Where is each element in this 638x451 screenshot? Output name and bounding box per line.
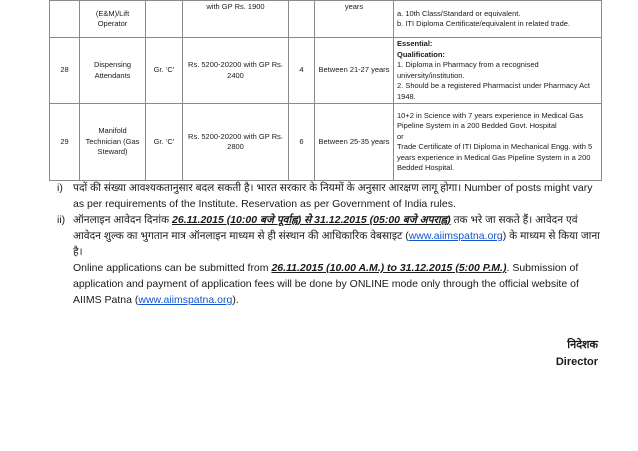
qualification-cell: [394, 104, 602, 181]
pay-scale-cell: Rs. 5200-20200 with GP Rs. 2400: [183, 38, 289, 104]
note-hindi-text: तक भरे जा सकते हैं। आवेदन एवं आवेदन शुल्क का भुगतान मात्र ऑनलाइन माध्यम से ही संस्थान की आधिकारिक वेबसाइट (: [73, 214, 578, 242]
qualification-line: 1. Diploma in Pharmacy from a recognised university/institution.: [397, 60, 539, 80]
website-link-english[interactable]: www.aiimspatna.org: [138, 294, 233, 306]
website-link-hindi[interactable]: www.aiimspatna.org: [408, 230, 503, 242]
post-name-cell: Dispensing Attendants: [80, 38, 146, 104]
qualification-line: Essential:: [397, 39, 433, 48]
signature-block: [556, 337, 598, 371]
posts-table-container: [49, 0, 601, 181]
qualification-line: Trade Certificate of ITI Diploma in Mechanical Engg. with 5 years experience in Medical Gas Pipeline System in a 200 Bedded Hospital.: [397, 142, 593, 172]
table-row: [50, 1, 602, 38]
sl-no-cell: [50, 1, 80, 38]
qualification-line: a. 10th Class/Standard or equivalent.: [397, 8, 521, 18]
note-body: [73, 180, 602, 212]
note-english-text: Online applications can be submitted from: [73, 262, 272, 274]
qualification-line: b. ITI Diploma Certificate/equivalent in related trade.: [397, 19, 571, 28]
table-row: [50, 38, 602, 104]
note-ii: [57, 212, 602, 308]
qualification-line: or: [397, 131, 404, 141]
post-count-cell: 6: [289, 104, 315, 181]
signature-english: Director: [555, 356, 598, 368]
notes-section: [57, 180, 602, 308]
qualification-line: 10+2 in Science with 7 years experience in Medical Gas Pipeline System in a 200 Bedded Govt. Hospital: [397, 110, 584, 130]
pay-scale-cell: Rs. 5200-20200 with GP Rs. 2800: [183, 104, 289, 181]
note-english-text: Number of posts might vary as per requirements of the Institute. Reservation as per Government of India rules.: [73, 182, 593, 210]
note-marker: ii): [57, 214, 66, 226]
qualification-cell: [394, 38, 602, 104]
group-cell: Gr. ‘C’: [146, 38, 183, 104]
pay-scale-cell: with GP Rs. 1900: [183, 1, 289, 38]
age-limit-cell: years: [315, 1, 394, 38]
note-hindi-text: ) के माध्यम से किया जाना है।: [73, 230, 600, 258]
age-limit-cell: Between 25-35 years: [315, 104, 394, 181]
note-english-text: . Submission of application and payment of application fees will be done by ONLINE mode only through the official website of AIIMS Patna (: [73, 262, 579, 306]
post-name-cell: Manifold Technician (Gas Steward): [80, 104, 146, 181]
note-hindi-text: ऑनलाइन आवेदन दिनांक: [73, 214, 173, 226]
application-dates-hindi: 26.11.2015 (10:00 बजे पूर्वाह्न) से 31.12.2015 (05:00 बजे अपराह्न): [172, 214, 451, 226]
post-count-cell: [289, 1, 315, 38]
note-hindi-text: पदों की संख्या आवश्यकतानुसार बदल सकती है। भारत सरकार के नियमों के अनुसार आरक्षण लागू होगा।: [73, 182, 462, 194]
group-cell: Gr. ‘C’: [146, 104, 183, 181]
post-name-cell: (E&M)/Lift Operator: [80, 1, 146, 38]
note-english-text: ).: [232, 294, 239, 306]
post-count-cell: 4: [289, 38, 315, 104]
note-marker: i): [57, 182, 63, 194]
sl-no-cell: 28: [50, 38, 80, 104]
group-cell: [146, 1, 183, 38]
qualification-line: Qualification:: [397, 49, 445, 59]
table-row: [50, 104, 602, 181]
note-body: [73, 212, 602, 308]
sl-no-cell: 29: [50, 104, 80, 181]
qualification-line: 2. Should be a registered Pharmacist under Pharmacy Act 1948.: [397, 81, 591, 101]
note-i: [57, 180, 602, 212]
signature-hindi: निदेशक: [567, 339, 598, 351]
application-dates-english: 26.11.2015 (10.00 A.M.) to 31.12.2015 (5:00 P.M.): [271, 262, 507, 274]
qualification-cell: [394, 1, 602, 38]
age-limit-cell: Between 21-27 years: [315, 38, 394, 104]
posts-table: [49, 0, 602, 181]
